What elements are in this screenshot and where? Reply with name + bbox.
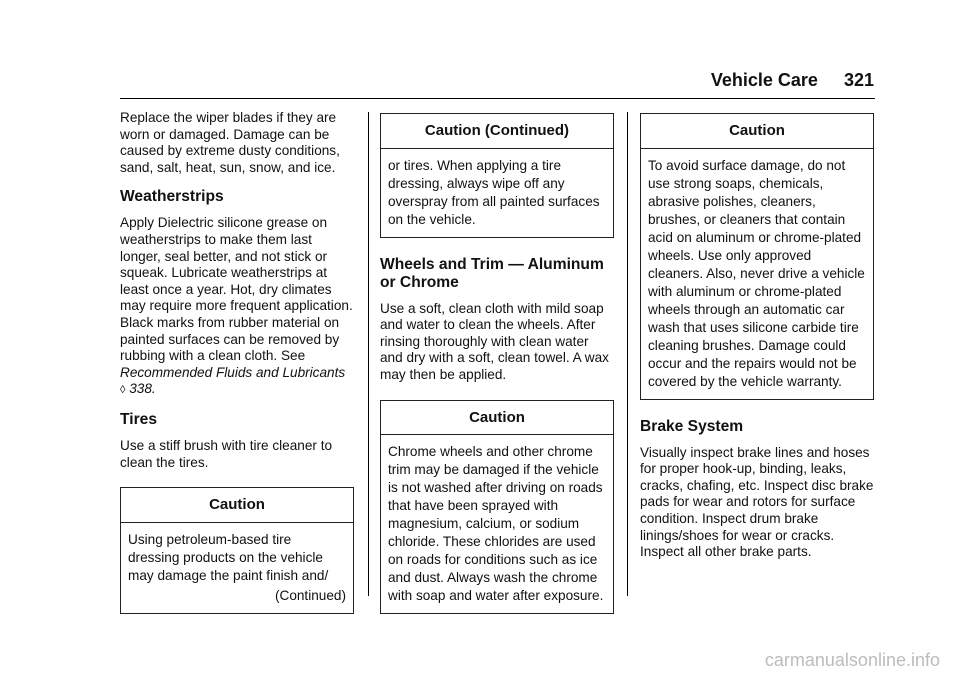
page-number: 321: [843, 70, 874, 90]
tire-dressing-caution-continued-box: [380, 113, 614, 238]
column-1: [120, 110, 354, 614]
caution-title: Caution: [381, 401, 613, 436]
caution-title: Caution: [121, 488, 353, 523]
reference-arrow-icon: ◊: [120, 384, 126, 397]
column-3: [640, 110, 874, 573]
surface-damage-caution-box: [640, 113, 874, 400]
chrome-caution-box: [380, 400, 614, 615]
wheels-trim-text: Use a soft, clean cloth with mild soap and water to clean the wheels. After rinsing thoroughly with clean water and dry with a soft, clean towel. A wax may then be applied.: [380, 300, 609, 382]
continued-label: (Continued): [274, 587, 346, 603]
weatherstrips-body: Apply Dielectric silicone grease on weatherstrips to make them last longer, seal better, and not stick or squeak. Lubricate weatherstrips at least once a year. Hot, dry climates may require more frequent application. Black marks from rubber material on painted surfaces can be removed by rubbing with a clean cloth. See: [120, 215, 353, 364]
wiper-intro-text: Replace the wiper blades if they are worn or damaged. Damage can be caused by extreme dusty conditions, sand, salt, heat, sun, snow, and ice.: [120, 110, 340, 175]
column-divider-1: [368, 112, 369, 596]
caution-text: To avoid surface damage, do not use strong soaps, chemicals, abrasive polishes, cleaners, brushes, or cleaners that contain acid on aluminum or chrome-plated wheels. Use only approved cleaners. Also, never drive a vehicle with aluminum or chrome-plated wheels through an automatic car wash that uses silicone carbide tire cleaning brushes. Damage could occur and the repairs would not be covered by the vehicle warranty.: [648, 157, 865, 389]
caution-continued-title: Caution (Continued): [381, 114, 613, 149]
header-rule: [120, 98, 875, 99]
tire-dressing-caution-box: [120, 487, 354, 614]
brake-system-text: Visually inspect brake lines and hoses for proper hook-up, binding, leaks, cracks, chafing, etc. Inspect disc brake pads for wear and rotors for surface condition. Inspect drum brake linings/shoes for wear or cracks. Inspect all other brake parts.: [640, 444, 874, 560]
wheels-trim-heading: Wheels and Trim — Aluminum or Chrome: [380, 255, 604, 291]
caution-continued-text: or tires. When applying a tire dressing, always wipe off any overspray from all painted surfaces on the vehicle.: [388, 157, 600, 227]
watermark: carmanualsonline.info: [764, 650, 940, 670]
tires-heading: Tires: [120, 410, 157, 428]
lubricants-reference-link[interactable]: Recommended Fluids and Lubricants: [120, 364, 346, 380]
page-header: [120, 70, 874, 98]
weatherstrips-heading: Weatherstrips: [120, 188, 224, 206]
weatherstrips-text: Apply Dielectric silicone grease on weatherstrips to make them last longer, seal better, and not stick or squeak. Lubricate weatherstrips at least once a year. Hot, dry climates may require more frequent application. Black marks from rubber material on painted surfaces can be removed by rubbing with a clean cloth. See Recommended Fluids and Lubricants ◊ 338.: [120, 215, 353, 397]
caution-text: Chrome wheels and other chrome trim may be damaged if the vehicle is not washed after driving on roads that have been sprayed with magnesium, calcium, or sodium chloride. These chlorides are used on roads for conditions such as ice and dust. Always wash the chrome with soap and water after exposure.: [388, 444, 604, 604]
tires-text: Use a stiff brush with tire cleaner to clean the tires.: [120, 437, 333, 470]
section-title: Vehicle Care: [710, 70, 818, 90]
caution-body: [121, 523, 353, 613]
caution-title: Caution: [641, 114, 873, 149]
column-divider-2: [627, 112, 628, 596]
reference-page[interactable]: 338: [129, 381, 152, 397]
caution-text: Using petroleum-based tire dressing products on the vehicle may damage the paint finish and/: [128, 531, 329, 583]
brake-system-heading: Brake System: [640, 417, 744, 435]
column-2: [380, 110, 614, 614]
